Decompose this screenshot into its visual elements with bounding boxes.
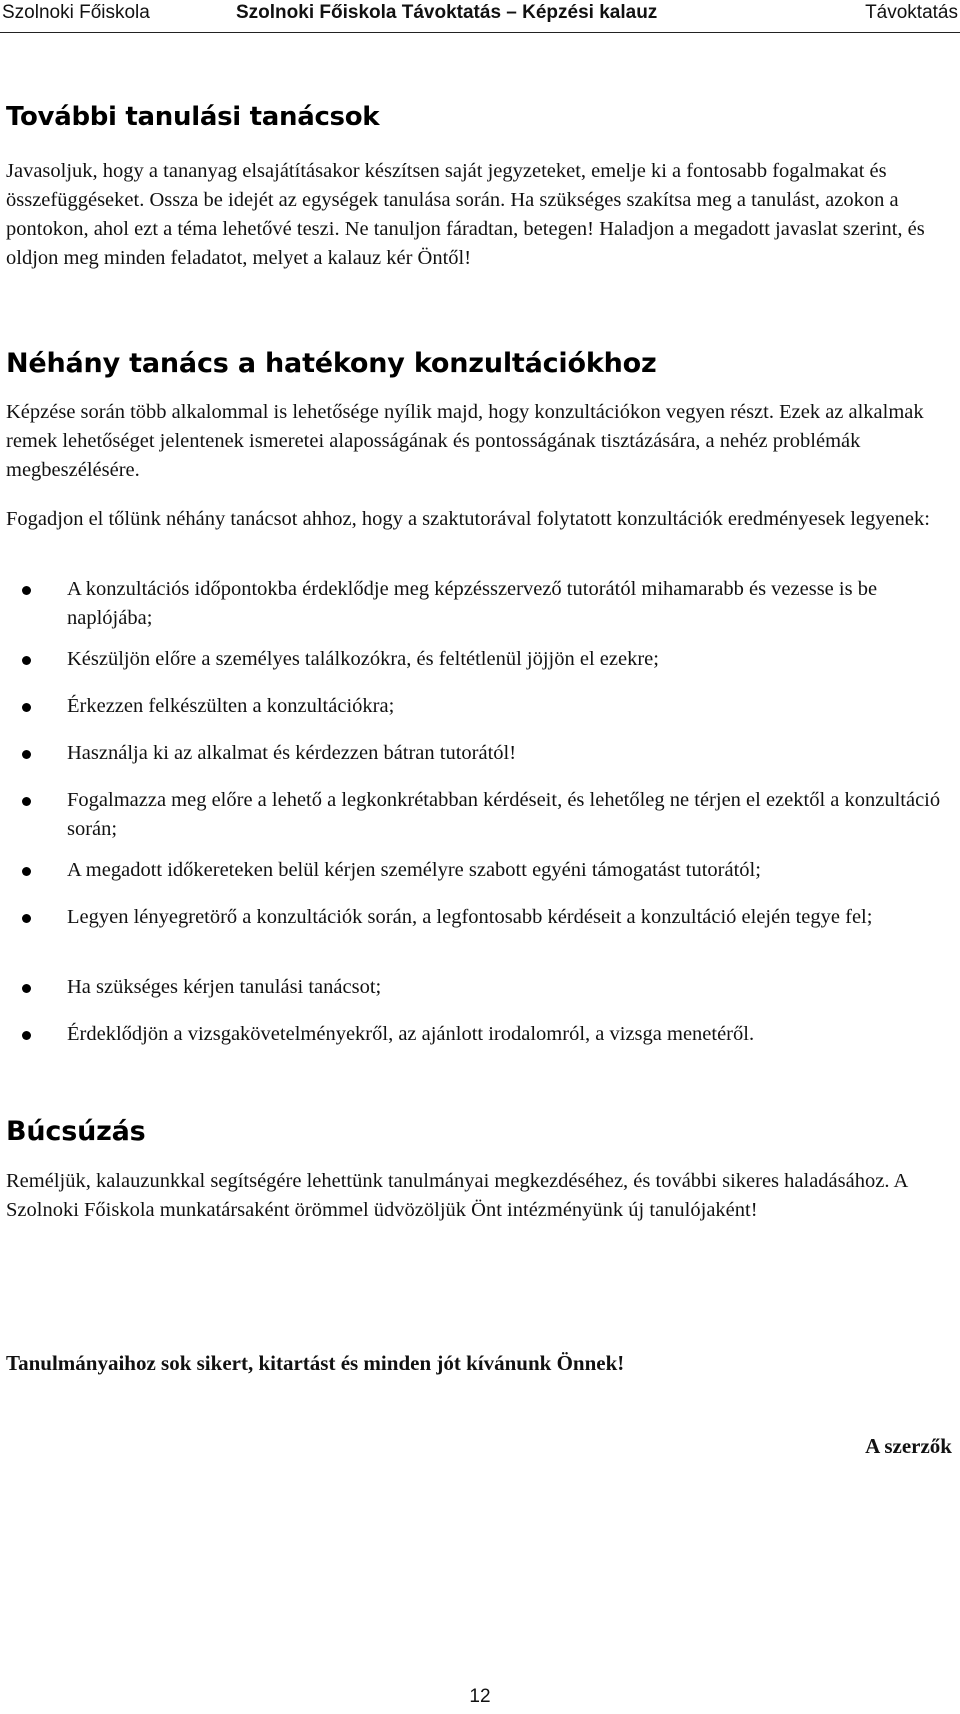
closing-wishes: Tanulmányaihoz sok sikert, kitartást és minden jót kívánunk Önnek! [6, 1351, 625, 1375]
farewell-heading: Búcsúzás [6, 1116, 146, 1147]
consultations-advice-paragraph: Fogadjon el tőlünk néhány tanácsot ahhoz, hogy a szaktutorával folytatott konzultációk eredményesek legyenek: [6, 508, 930, 530]
list-item-text: A konzultációs időpontokba érdeklődje meg képzésszervező tutorától mihamarabb és vezesse is be naplójába; [67, 578, 878, 629]
list-item-text: A megadott időkereteken belül kérjen személyre szabott egyéni támogatást tutorától; [67, 859, 761, 881]
consultations-intro-paragraph: Képzése során több alkalommal is lehetősége nyílik majd, hogy konzultációkon vegyen részt. Ezek az alkalmak remek lehetőséget jelentenek ismeretei alaposságának és pontosságának tisztázására, a nehéz problémák megbeszélésére. [6, 401, 924, 481]
study-tips-heading: További tanulási tanácsok [6, 102, 380, 132]
list-item-text: Használja ki az alkalmat és kérdezzen bátran tutorától! [67, 742, 517, 764]
bullet-dot-icon [22, 656, 31, 665]
bullet-dot-icon [22, 1031, 31, 1040]
page-number: 12 [469, 1686, 491, 1707]
farewell-paragraph: Reméljük, kalauzunkkal segítségére lehettünk tanulmányai megkezdéséhez, és további sikeres haladásához. A Szolnoki Főiskola munkatársaként örömmel üdvözöljük Önt intézményünk új tanulójaként! [6, 1170, 908, 1221]
list-item-text: Készüljön előre a személyes találkozókra, és feltétlenül jöjjön el ezekre; [67, 648, 659, 670]
list-item-text: Érdeklődjön a vizsgakövetelményekről, az ajánlott irodalomról, a vizsga menetéről. [67, 1023, 755, 1045]
consultations-heading: Néhány tanács a hatékony konzultációkhoz [6, 348, 657, 379]
list-item-text: Legyen lényegretörő a konzultációk során, a legfontosabb kérdéseit a konzultáció elején tegye fel; [67, 906, 873, 928]
page-header [0, 0, 960, 33]
list-item-text: Érkezzen felkészülten a konzultációkra; [67, 695, 395, 717]
bullet-dot-icon [22, 867, 31, 876]
bullet-dot-icon [22, 703, 31, 712]
authors-signature: A szerzők [865, 1434, 952, 1458]
list-item-text: Ha szükséges kérjen tanulási tanácsot; [67, 976, 382, 998]
header-institution: Szolnoki Főiskola [2, 2, 150, 23]
bullet-dot-icon [22, 984, 31, 993]
bullet-dot-icon [22, 797, 31, 806]
header-title: Szolnoki Főiskola Távoktatás – Képzési kalauz [236, 2, 658, 23]
bullet-dot-icon [22, 914, 31, 923]
bullet-dot-icon [22, 750, 31, 759]
header-section: Távoktatás [865, 2, 958, 23]
list-item-text: Fogalmazza meg előre a lehető a legkonkrétabban kérdéseit, és lehetőleg ne térjen el ezektől a konzultáció során; [67, 789, 941, 840]
bullet-dot-icon [22, 586, 31, 595]
study-tips-paragraph: Javasoljuk, hogy a tananyag elsajátításakor készítsen saját jegyzeteket, emelje ki a fontosabb fogalmakat és összefüggéseket. Ossza be idejét az egységek tanulása során. Ha szükséges szakítsa meg a tanulást, azokon a pontokon, ahol ezt a téma lehetővé teszi. Ne tanuljon fáradtan, betegen! Haladjon a megadott javaslat szerint, és oldjon meg minden feladatot, melyet a kalauz kér Öntől! [6, 160, 925, 269]
